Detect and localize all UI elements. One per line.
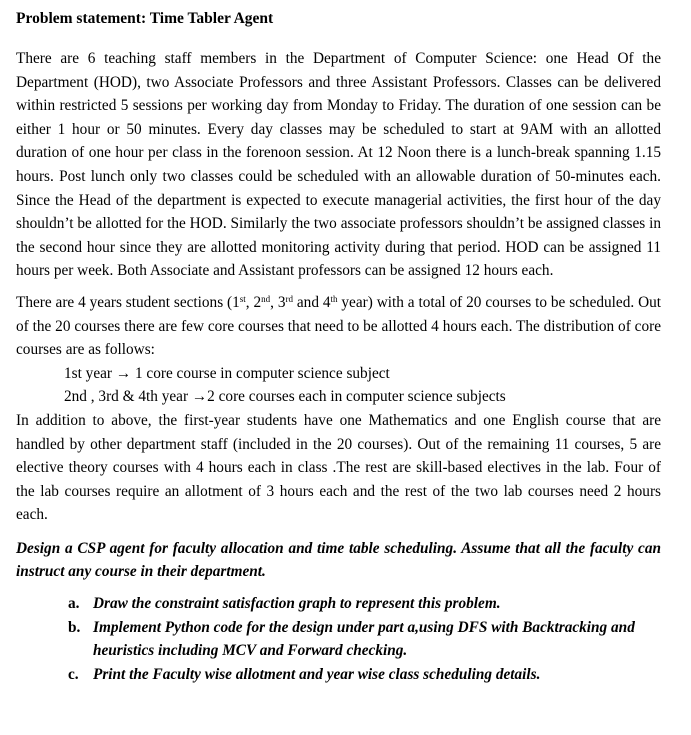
sections-text-sep: , 3 [270,293,286,311]
step-letter: c. [68,665,79,683]
problem-paragraph-staff: There are 6 teaching staff members in the Department of Computer Science: one Head Of the Department (HOD), two Associate Professors and three Assistant Professors. Classes can be delivered within restricted 5 sessions per working day from Monday to Friday. The duration of one session can be either 1 hour or 50 minutes. Every day classes may be scheduled to start at 9AM with an allotted duration of one hour per class in the forenoon session. At 12 Noon there is a lunch-break spanning 1.15 hours. Post lunch only two classes could be scheduled with an allowable duration of 50-minutes each. Since the Head of the department is expected to execute managerial activities, the first hour of the day shouldn’t be allotted for the HOD. Similarly the two associate professors shouldn’t be assigned classes in the second hour since they are allotted monitoring activity during that period. HOD can be assigned 11 hours per week. Both Associate and Assistant professors can be assigned 12 hours each. [16,50,661,280]
ordinal-suffix: nd [261,293,271,304]
page-title: Problem statement: Time Tabler Agent [16,10,274,27]
core-distribution-line: 1st year → 1 core course in computer science subject [64,364,390,382]
task-step [16,592,661,616]
task-statement: Design a CSP agent for faculty allocation and time table scheduling. Assume that all the faculty can instruct any course in their department. [16,539,661,581]
problem-paragraph-sections [16,291,661,362]
ordinal-suffix: rd [285,293,294,304]
task-step [16,663,661,687]
step-text: Draw the constraint satisfaction graph to represent this problem. [93,595,501,613]
step-text: Print the Faculty wise allotment and year wise class scheduling details. [93,665,541,683]
step-text: Implement Python code for the design under part a,using DFS with Backtracking and heuristics including MCV and Forward checking. [93,618,635,660]
sections-text-sep: and 4 [293,293,331,311]
document-page [16,8,661,686]
step-letter: b. [68,618,81,636]
problem-paragraph-electives: In addition to above, the first-year students have one Mathematics and one English course that are handled by other department staff (included in the 20 courses). Out of the remaining 11 courses, 5 are elective theory courses with 4 hours each in class .The rest are skill-based electives in the lab. Four of the lab courses require an allotment of 3 hours each and the rest of the two lab courses need 2 hours each. [16,411,661,524]
step-letter: a. [68,595,80,613]
ordinal-suffix: st [239,293,246,304]
ordinal-suffix: th [330,293,338,304]
core-distribution-line: 2nd , 3rd & 4th year →2 core courses each in computer science subjects [64,388,506,406]
sections-text-end: year) with a total of 20 courses to be scheduled. Out of the 20 courses there are few core courses that need to be allotted 4 hours each. The distribution of core courses are as follows: [16,293,662,359]
sections-text-start: There are 4 years student sections (1 [16,293,240,311]
sections-text-sep: , 2 [245,293,262,311]
task-steps-list [16,592,661,686]
task-step [16,616,661,663]
